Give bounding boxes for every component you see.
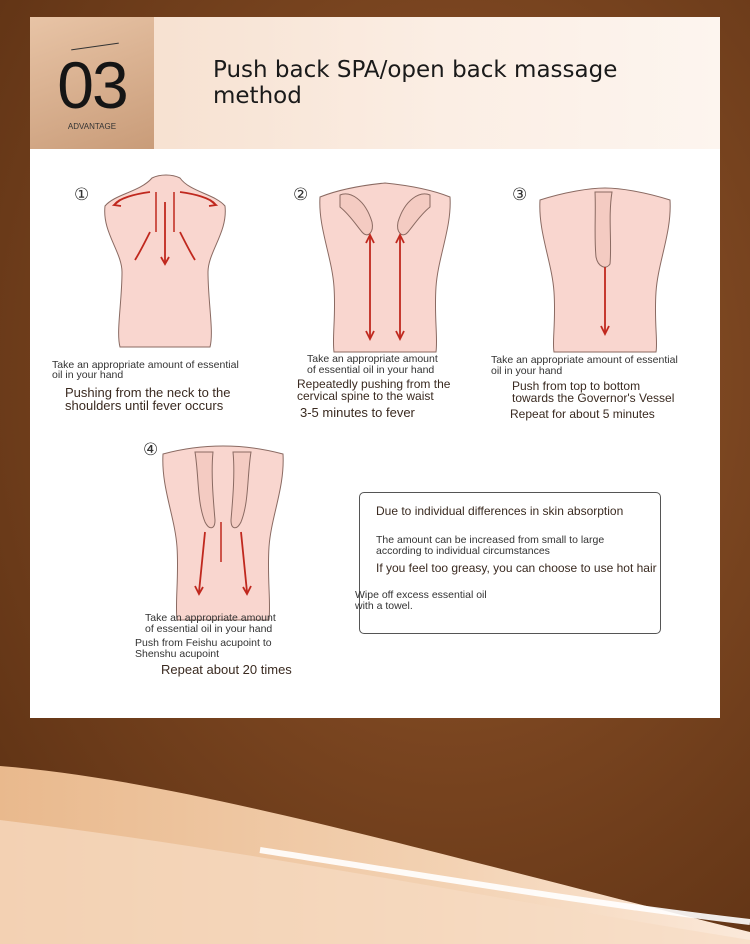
- step2-instruction-5: 3-5 minutes to fever: [300, 405, 415, 420]
- notes-line-5: with a towel.: [355, 600, 413, 612]
- number-badge: [30, 17, 154, 149]
- back-figure-4: [155, 442, 290, 622]
- step1-instruction-3: Pushing from the neck to the: [65, 385, 231, 400]
- notes-line-4: Wipe off excess essential oil: [355, 589, 487, 601]
- back-figure-1: [90, 172, 240, 352]
- step2-instruction-4: cervical spine to the waist: [297, 389, 434, 403]
- background-swoosh: [0, 700, 750, 944]
- step-marker-3: ③: [512, 185, 528, 205]
- step3-instruction-2: oil in your hand: [491, 365, 563, 377]
- step1-instruction-1: Take an appropriate amount of essential: [52, 359, 239, 371]
- step4-instruction-3: Push from Feishu acupoint to: [135, 637, 272, 649]
- step2-instruction-3: Repeatedly pushing from the: [297, 377, 451, 391]
- step3-instruction-3: Push from top to bottom: [512, 379, 641, 393]
- step-marker-4: ④: [143, 440, 159, 460]
- step1-instruction-4: shoulders until fever occurs: [65, 398, 224, 413]
- step4-instruction-4: Shenshu acupoint: [135, 648, 220, 660]
- notes-line-2: according to individual circumstances: [376, 545, 550, 557]
- notes-heading: Due to individual differences in skin absorption: [376, 504, 624, 518]
- instruction-card: [30, 17, 720, 718]
- header: [30, 17, 720, 149]
- step2-instruction-2: of essential oil in your hand: [307, 364, 435, 376]
- page-title: Push back SPA/open back massage method: [213, 57, 618, 109]
- step-number: 03: [57, 48, 127, 122]
- step-number-subtitle: ADVANTAGE: [67, 122, 117, 131]
- back-figure-2: [310, 177, 460, 357]
- step1-instruction-2: oil in your hand: [52, 369, 124, 381]
- step4-instruction-5: Repeat about 20 times: [161, 662, 292, 677]
- notes-line-1: The amount can be increased from small to large: [376, 534, 605, 546]
- step-marker-2: ②: [293, 185, 309, 205]
- step3-instruction-5: Repeat for about 5 minutes: [510, 407, 655, 421]
- back-figure-3: [530, 182, 680, 357]
- step2-instruction-1: Take an appropriate amount: [307, 353, 438, 365]
- step3-instruction-1: Take an appropriate amount of essential: [491, 354, 678, 366]
- notes-line-3: If you feel too greasy, you can choose to use hot hair: [376, 561, 657, 575]
- step-marker-1: ①: [74, 185, 90, 205]
- step4-instruction-1: Take an appropriate amount: [145, 612, 276, 624]
- step4-instruction-2: of essential oil in your hand: [145, 623, 273, 635]
- step3-instruction-4: towards the Governor's Vessel: [512, 391, 675, 405]
